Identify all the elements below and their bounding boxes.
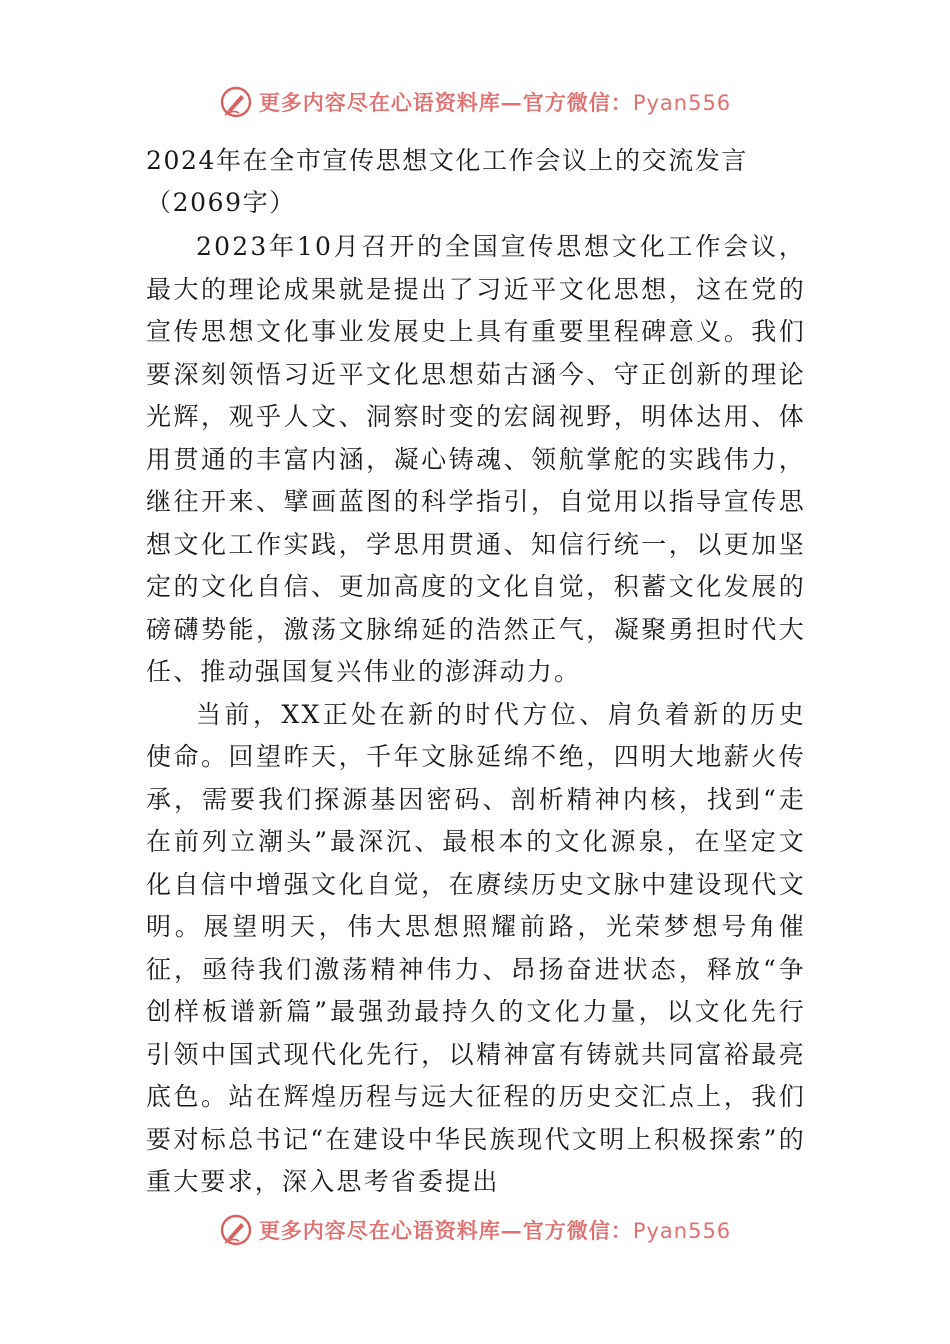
watermark-banner-top [0, 82, 950, 122]
watermark-banner-bottom [0, 1210, 950, 1250]
watermark-text: 更多内容尽在心语资料库—官方微信：Pyan556 [258, 90, 732, 115]
document-body [146, 140, 806, 1204]
paragraph-1: 2023年10月召开的全国宣传思想文化工作会议，最大的理论成果就是提出了习近平文化思想，这在党的宣传思想文化事业发展史上具有重要里程碑意义。我们要深刻领悟习近平文化思想茹古涵今、守正创新的理论光辉，观乎人文、洞察时变的宏阔视野，明体达用、体用贯通的丰富内涵，凝心铸魂、领航掌舵的实践伟力，继往开来、擘画蓝图的科学指引，自觉用以指导宣传思想文化工作实践，学思用贯通、知信行统一，以更加坚定的文化自信、更加高度的文化自觉，积蓄文化发展的磅礴势能，激荡文脉绵延的浩然正气，凝聚勇担时代大任、推动强国复兴伟业的澎湃动力。 [146, 232, 806, 686]
pen-logo-icon [219, 85, 253, 119]
pen-logo-icon [219, 1213, 253, 1247]
wechat-id: Pyan556 [632, 1219, 732, 1243]
document-title: 2024年在全市宣传思想文化工作会议上的交流发言（2069字） [146, 146, 749, 217]
paragraph-2: 当前，XX正处在新的时代方位、肩负着新的历史使命。回望昨天，千年文脉延绵不绝，四明大地薪火传承，需要我们探源基因密码、剖析精神内核，找到“走在前列立潮头”最深沉、最根本的文化源泉，在坚定文化自信中增强文化自觉，在赓续历史文脉中建设现代文明。展望明天，伟大思想照耀前路，光荣梦想号角催征，亟待我们激荡精神伟力、昂扬奋进状态，释放“争创样板谱新篇”最强劲最持久的文化力量，以文化先行引领中国式现代化先行，以精神富有铸就共同富裕最亮底色。站在辉煌历程与远大征程的历史交汇点上，我们要对标总书记“在建设中华民族现代文明上积极探索”的重大要求，深入思考省委提出 [146, 699, 806, 1196]
wechat-id: Pyan556 [632, 91, 732, 115]
watermark-text: 更多内容尽在心语资料库—官方微信：Pyan556 [258, 1218, 732, 1243]
